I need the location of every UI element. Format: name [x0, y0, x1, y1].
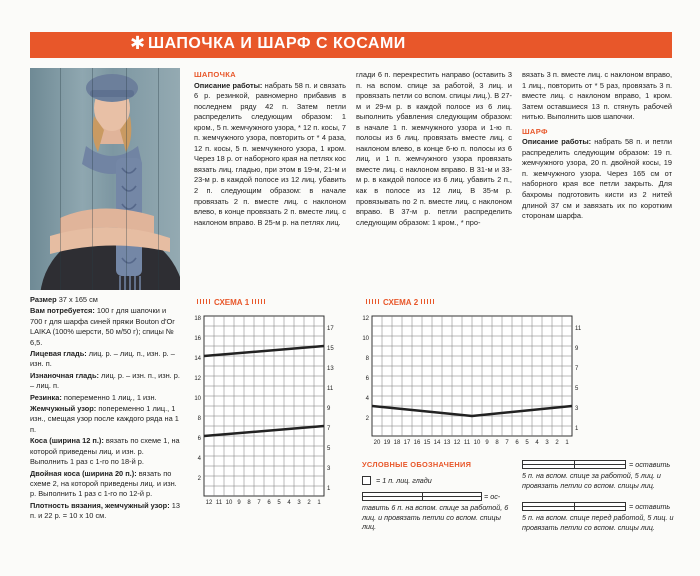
hat-description-column [194, 70, 346, 228]
scarf-heading: ШАРФ [522, 126, 548, 136]
stockinette-symbol [362, 476, 371, 485]
specifications [30, 295, 180, 523]
scheme2-stitch-label: 3 [545, 440, 549, 444]
scheme2-stitch-label: 15 [423, 440, 431, 444]
scheme2-stitch-label: 10 [473, 440, 481, 444]
scheme1-stitch-label: 4 [287, 500, 291, 506]
scheme1-stitch-label: 6 [267, 500, 271, 506]
legend-item-cable-5-front: 5 п. на вспом. спице перед работой, 5 лиц. и провязать петли со вспом. спицы лиц. [522, 513, 674, 532]
scheme1-stitch-label: 7 [257, 500, 261, 506]
scheme1-stitch-label: 12 [205, 500, 213, 506]
scheme1-row-label-left: 10 [194, 396, 201, 402]
scarf-description-text: набрать 58 п. и петли распределить следующим образом: 19 п. жемчужного узора, 20 п. двойной косы, 19 п. жемчужного узора. Через 165 см от наборного края все петли закрыть. Для бахромы подготовить кисти из 2 нитей длиной 37 см и завязать их по коротким сторонам шарфа. [522, 137, 672, 221]
spec-gauge: Плотность вязания, жемчужный узор: 13 п. и 22 р. = 10 x 10 см. [30, 500, 180, 521]
scarf-description-column [522, 70, 672, 222]
scheme1-row-label-right: 11 [327, 386, 334, 392]
scheme1-row-label-right: 7 [327, 426, 331, 432]
spec-materials: Вам потребуется: 100 г для шапочки и 700 г для шарфа синей пряжи Bouton d'Or LAIKA (100% шерсти, 50 м/50 г); спицы № 6,5. [30, 306, 175, 347]
scheme2-stitch-label: 14 [433, 440, 441, 444]
cable-5-front-symbol [522, 502, 626, 511]
model-photo [30, 68, 180, 290]
cable-5-back-symbol [522, 460, 626, 469]
scheme1-row-label-right: 13 [327, 366, 334, 372]
scheme2-row-label-right: 1 [575, 426, 579, 432]
scheme2-stitch-label: 18 [393, 440, 401, 444]
scheme1-stitch-label: 1 [317, 500, 321, 506]
scheme2-stitch-label: 17 [403, 440, 411, 444]
scheme1-stitch-label: 11 [215, 500, 223, 506]
scheme1-stitch-label: 8 [247, 500, 251, 506]
scheme2-row-label-left: 10 [362, 336, 369, 342]
spec-reverse-stockinette: Изнаночная гладь: лиц. р. – изн. п., изн. р. – лиц. п. [30, 370, 180, 391]
scheme1-row-label-left: 6 [197, 436, 201, 442]
scheme2-row-label-right: 9 [575, 346, 579, 352]
scheme1-row-label-right: 5 [327, 446, 331, 452]
scheme2-stitch-label: 11 [463, 440, 471, 444]
scheme2-stitch-label: 4 [535, 440, 539, 444]
legend-item-stockinette: = 1 п. лиц. глади [376, 476, 432, 485]
page-title: ШАПОЧКА И ШАРФ С КОСАМИ [148, 35, 406, 52]
scheme2-row-label-right: 11 [575, 326, 582, 332]
scheme2-stitch-label: 9 [485, 440, 489, 444]
scheme2-row-label-right: 7 [575, 366, 579, 372]
legend-item-cable-5-back: 5 п. на вспом. спице за работой, 5 лиц. и провязать петли со вспом. спицы лиц. [522, 471, 661, 490]
scheme1-row-label-left: 12 [194, 376, 201, 382]
scheme2-row-label-right: 5 [575, 386, 579, 392]
spec-double-cable: Двойная коса (ширина 20 п.): вязать по схеме 2, на которой приведены лиц. и изн. р. Выполнить 1 раз с 1-го по 12-й р. [30, 468, 177, 499]
scheme2-stitch-label: 12 [453, 440, 461, 444]
hat-description-lead: Описание работы: [194, 80, 263, 90]
scheme2-row-label-left: 6 [365, 376, 369, 382]
scheme2-stitch-label: 2 [555, 440, 559, 444]
spec-stockinette: Лицевая гладь: лиц. р. – лиц. п., изн. р. – изн. п. [30, 349, 175, 369]
scheme1-row-label-right: 9 [327, 406, 331, 412]
scheme2-stitch-label: 8 [495, 440, 499, 444]
spec-cable: Коса (ширина 12 п.): вязать по схеме 1, на которой приведены лиц. и изн. р. Выполнить 1 раз с 1-го по 18-й р. [30, 436, 180, 467]
hat-description-continued [356, 70, 512, 228]
legend-item-2-eq: = ос- [484, 492, 501, 501]
hat-description-text-3: вязать 3 п. вместе лиц. с наклоном вправо, 1 лиц., повторить от * 5 раз, провязать 3 п. вместе лиц. с наклоном вправо, 1 кром. Затем оставшиеся 13 п. стянуть рабочей нитью. Выполнить шов шапочки. [522, 70, 672, 122]
scheme1-stitch-label: 3 [297, 500, 301, 506]
spec-moss: Жемчужный узор: попеременно 1 лиц., 1 изн., смещая узор после каждого ряда на 1 п. [30, 404, 179, 434]
scheme2-stitch-label: 19 [383, 440, 391, 444]
scheme1-stitch-label: 9 [237, 500, 241, 506]
scheme2-row-label-left: 4 [365, 396, 369, 402]
legend-title: УСЛОВНЫЕ ОБОЗНАЧЕНИЯ [362, 460, 472, 469]
hat-description-text-2: глади 6 п. перекрестить направо (оставить 3 п. на вспом. спице за работой, 3 лиц. и провязать петли со вспом. спицы лиц.). В 27-м и 29-м р. в каждой полосе из 6 лиц. выполнить убавления следующим образом: в начале 1 п. жемчужного узора и 1-ю п. полосы из 6 лиц. провязать вместе лиц. с наклоном влево, в конце 6-ю п. полосы из 6 лиц. и 1 п. жемчужного узора провязать вместе лиц. с наклоном вправо. В 31-м и 33-м р. в каждой полосе из 6 лиц. убавить 2 п., как в полосе из 12 лиц. В 35-м р. провязывать по 2 п. вместе лиц. с наклоном вправо. В 37-м р. петли распределить следующим образом: 1 кром., * про- [356, 70, 512, 227]
cable-6-symbol [362, 492, 482, 501]
scheme2-row-label-left: 12 [362, 316, 369, 322]
scheme2-row-label-left: 2 [365, 416, 369, 422]
scheme2-stitch-label: 7 [505, 440, 509, 444]
scheme1-row-label-right: 15 [327, 346, 334, 352]
scheme1-stitch-label: 5 [277, 500, 281, 506]
scheme1-row-label-left: 4 [197, 456, 201, 462]
scheme2-stitch-label: 16 [413, 440, 421, 444]
scheme2-row-label-right: 3 [575, 406, 579, 412]
legend-item-4-eq: = оставить [629, 502, 671, 511]
scheme2-stitch-label: 13 [443, 440, 451, 444]
scheme2-stitch-label: 5 [525, 440, 529, 444]
scheme1-stitch-label: 2 [307, 500, 311, 506]
scheme1-row-label-left: 8 [197, 416, 201, 422]
legend-item-3-eq: = оставить [629, 460, 671, 469]
scheme1-row-label-left: 2 [197, 476, 201, 482]
scheme2-stitch-label: 6 [515, 440, 519, 444]
title-banner [30, 32, 672, 58]
asterisk-icon: ✱ [130, 33, 146, 53]
hat-description-text: набрать 58 п. и связать 6 р. резинкой, равномерно прибавив в последнем ряду 42 п. Затем петли распределить следующим образом: 1 кром., 5 п. жемчужного узора, * 12 п. косы, 7 п. жемчужного узора, повторить от * 4 раза, 12 п. косы, 5 п. жемчужного узора, 1 кром. Через 18 р. от наборного края на петлях кос вязать лиц. гладью, при этом в 19-м, 21-м и 23-м р. в каждой полосе из 12 лиц. убавить 2 п. следующим образом: в начале провязать 2 п. вместе лиц. с наклоном влево, в конце провязать 2 п. вместе лиц. с наклоном вправо. В 25-м р. на петлях лиц. [194, 80, 346, 227]
scheme1-row-label-left: 16 [194, 336, 201, 342]
scheme-1-title: СХЕМА 1 [197, 298, 266, 307]
scheme1-row-label-right: 1 [327, 486, 331, 492]
scheme1-row-label-right: 17 [327, 326, 334, 332]
scheme2-row-label-left: 8 [365, 356, 369, 362]
scheme1-row-label-left: 18 [194, 316, 201, 322]
hat-heading: ШАПОЧКА [194, 70, 236, 79]
scheme-2-title: СХЕМА 2 [366, 298, 435, 307]
scheme2-stitch-label: 20 [373, 440, 381, 444]
scheme2-stitch-label: 1 [565, 440, 569, 444]
scheme1-row-label-left: 14 [194, 356, 201, 362]
legend-item-cable-6: тавить 6 п. на вспом. спице за работой, 6 лиц. и провязать петли со вспом. спицы лиц. [362, 503, 509, 532]
scheme-2-chart [358, 310, 594, 444]
spec-size: Размер 37 x 165 см [30, 295, 98, 304]
spec-rib: Резинка: попеременно 1 лиц., 1 изн. [30, 392, 157, 402]
scarf-description-lead: Описание работы: [522, 137, 592, 147]
scheme1-row-label-right: 3 [327, 466, 331, 472]
scheme-1-chart [192, 310, 342, 508]
scheme1-stitch-label: 10 [225, 500, 233, 506]
